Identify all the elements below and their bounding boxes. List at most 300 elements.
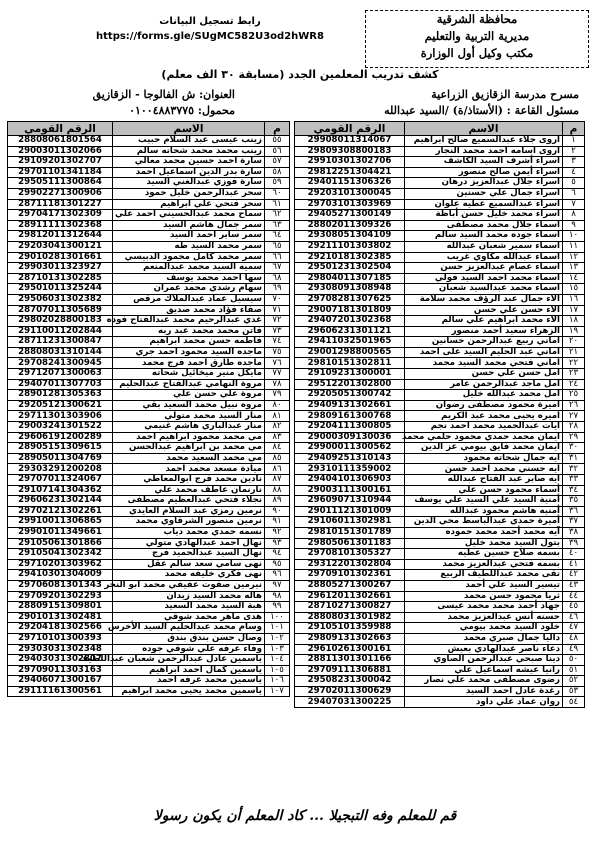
- table-row: [295, 369, 585, 380]
- row-national-id: 29310111359002: [295, 464, 405, 475]
- row-name: داليا جمال صبري محمد: [405, 633, 563, 644]
- row-number: ٩٠: [265, 506, 290, 517]
- row-national-id: 29506031302382: [8, 294, 113, 305]
- row-number: ١: [563, 136, 585, 147]
- row-name: هبة السيد محمد السعيد: [113, 602, 265, 613]
- row-national-id: 29508231300042: [295, 676, 405, 687]
- row-name: فاتن محمد محمد عبد ربه: [113, 326, 265, 337]
- row-name: خلود السيد محمد بيومي: [405, 623, 563, 634]
- table-row: [295, 697, 585, 708]
- col-id-header: الرقم القومي: [295, 122, 405, 136]
- row-name: نيرمين صفوت عفيفي محمد ابو النجر: [113, 580, 265, 591]
- table-row: [8, 400, 290, 411]
- table-row: [295, 453, 585, 464]
- table-row: [8, 379, 290, 390]
- header-box: [365, 10, 589, 68]
- left-table: [7, 121, 290, 697]
- table-row: [295, 400, 585, 411]
- row-name: الاء جمال عبد الرؤف محمد سلامة: [405, 294, 563, 305]
- row-national-id: 29409131302661: [295, 400, 405, 411]
- table-row: [295, 252, 585, 263]
- row-national-id: 29709011303163: [8, 665, 113, 676]
- table-row: [295, 316, 585, 327]
- row-name: آيه محمد أحمد محمد حموده: [405, 527, 563, 538]
- row-number: ٥٥: [265, 136, 290, 147]
- row-number: ٨٠: [265, 400, 290, 411]
- row-name: سماح محمد عبدالحسيني احمد علي: [113, 210, 265, 221]
- table-row: [8, 665, 290, 676]
- row-national-id: 29303291200208: [8, 464, 113, 475]
- row-national-id: 29809131302663: [295, 633, 405, 644]
- row-national-id: 29809161300768: [295, 411, 405, 422]
- table-row: [8, 623, 290, 634]
- row-national-id: 29406071300167: [8, 676, 113, 687]
- row-national-id: 28905011304769: [8, 453, 113, 464]
- row-national-id: 29706081301343: [8, 580, 113, 591]
- row-name: هاله محمد السيد زيدان: [113, 591, 265, 602]
- row-name: سيسيل عماد عبدالملاك مرقص: [113, 294, 265, 305]
- row-name: مروه نبيل محمد السعيد بقي: [113, 400, 265, 411]
- table-row: [8, 220, 290, 231]
- row-number: ٥٧: [265, 157, 290, 168]
- row-name: اسراء جمال علي حسنين: [405, 188, 563, 199]
- row-national-id: 28808031301982: [295, 612, 405, 623]
- row-national-id: 29710101300393: [8, 633, 113, 644]
- table-row: [8, 390, 290, 401]
- theater-label: مسرح مدرسة الزقازيق الزراعية: [431, 88, 579, 101]
- row-name: زينب عيسى عبد السلام حبيب: [113, 136, 265, 147]
- table-row: [295, 326, 585, 337]
- row-national-id: 29001298800565: [295, 347, 405, 358]
- row-name: سارة فوزي عبدالغني السيد: [113, 178, 265, 189]
- row-national-id: 29105041302342: [8, 549, 113, 560]
- col-num-header: م: [563, 122, 585, 136]
- row-name: نرمين منصور الشرقاوي محمد: [113, 517, 265, 528]
- row-name: منار السيد محمد متولي: [113, 411, 265, 422]
- row-name: سهام رشدي محمد عمران: [113, 284, 265, 295]
- row-number: ٨٧: [265, 475, 290, 486]
- table-row: [295, 443, 585, 454]
- row-national-id: 29010281301661: [8, 252, 113, 263]
- table-row: [295, 432, 585, 443]
- table-row: [8, 485, 290, 496]
- row-name: ياسمين محمد عرفه احمد: [113, 676, 265, 687]
- row-number: ٥١: [563, 665, 585, 676]
- row-name: نرمين رمزي عبد السلام العايدي: [113, 506, 265, 517]
- row-number: ١٠٦: [265, 676, 290, 687]
- row-number: ١٠٤: [265, 655, 290, 666]
- row-national-id: 29109231300001: [295, 369, 405, 380]
- row-national-id: 29702121302261: [8, 506, 113, 517]
- row-national-id: 28808061801564: [8, 136, 113, 147]
- table-row: [295, 273, 585, 284]
- row-number: ٧: [563, 199, 585, 210]
- table-row: [295, 358, 585, 369]
- row-national-id: 29612011302661: [295, 591, 405, 602]
- row-name: نسمه حمدي محمد دياب: [113, 527, 265, 538]
- hall-officer-label: مسئول القاعة : (الأستاذ/ة) /السيد عبدالله: [384, 104, 579, 117]
- table-row: [8, 157, 290, 168]
- row-number: ٩٢: [265, 527, 290, 538]
- row-national-id: 28711181301227: [8, 199, 113, 210]
- table-row: [295, 665, 585, 676]
- row-name: ايمان محمد فايق بيومي عز الدين: [405, 443, 563, 454]
- row-name: اسراء جلال عبدالعزيز درهان: [405, 178, 563, 189]
- registration-link[interactable]: https://forms.gle/SUgMC582U3od2hWR8: [96, 31, 324, 42]
- row-name: هدى ماهر محمد شوقي: [113, 612, 265, 623]
- row-number: ١٠٣: [265, 644, 290, 655]
- row-name: رانيا عيشه اسماعيل علي: [405, 665, 563, 676]
- row-national-id: 29204181302566: [8, 623, 113, 634]
- row-number: ٤٩: [563, 644, 585, 655]
- table-row: [295, 602, 585, 613]
- table-row: [8, 549, 290, 560]
- row-name: اروى جلاء عبدالسميع صالح ابراهيم: [405, 136, 563, 147]
- table-row: [295, 623, 585, 634]
- table-row: [295, 263, 585, 274]
- row-number: ٤٣: [563, 580, 585, 591]
- row-name: حسنه أنس عبدالعزيز محمد: [405, 612, 563, 623]
- row-name: سها احمد محمد يوسف: [113, 273, 265, 284]
- row-number: ٨٥: [265, 453, 290, 464]
- table-row: [295, 633, 585, 644]
- row-number: ٥٠: [563, 655, 585, 666]
- table-row: [8, 136, 290, 147]
- table-row: [8, 591, 290, 602]
- row-national-id: 29409251310143: [295, 453, 405, 464]
- row-number: ١٠٥: [265, 665, 290, 676]
- table-row: [8, 506, 290, 517]
- row-number: ٤: [563, 167, 585, 178]
- row-name: سمر محمد السيد طه: [113, 241, 265, 252]
- row-name: مايكل منير ميخائيل شحاته: [113, 369, 265, 380]
- table-row: [8, 231, 290, 242]
- table-row: [295, 157, 585, 168]
- row-national-id: 29308051304109: [295, 231, 405, 242]
- row-national-id: 29802028800183: [8, 316, 113, 327]
- row-number: ٨٨: [265, 485, 290, 496]
- row-number: ٨٩: [265, 496, 290, 507]
- row-national-id: 29203041300121: [8, 241, 113, 252]
- row-national-id: 29401151306326: [295, 178, 405, 189]
- row-number: ٨٢: [265, 422, 290, 433]
- row-number: ٥٨: [265, 167, 290, 178]
- row-national-id: 29111161300561: [8, 686, 113, 697]
- sheet-title: كشف تدريب المعلمين الجدد (مسابقة ٣٠ الف معلم): [161, 68, 439, 81]
- row-number: ٤٦: [563, 612, 585, 623]
- row-national-id: 28809151309801: [8, 602, 113, 613]
- table-row: [295, 231, 585, 242]
- row-name: دينا صبحي عبدالرحمن الصاوي: [405, 655, 563, 666]
- row-national-id: 29312201302804: [295, 559, 405, 570]
- row-national-id: 29708101305327: [295, 549, 405, 560]
- row-number: ٦٤: [265, 231, 290, 242]
- row-national-id: 29703101303969: [295, 199, 405, 210]
- row-national-id: 29512201302800: [295, 379, 405, 390]
- table-row: [8, 432, 290, 443]
- row-number: ١٠٧: [265, 686, 290, 697]
- row-name: أمنية السيد علي السيد علي يوسف: [405, 496, 563, 507]
- row-national-id: 29902271300906: [8, 188, 113, 199]
- registration-label: رابط تسجيل البيانات: [159, 16, 261, 27]
- row-name: اميرة محمود مصطفى رضوان: [405, 400, 563, 411]
- table-row: [8, 284, 290, 295]
- row-national-id: 29303031302348: [8, 644, 113, 655]
- row-national-id: 28901281305363: [8, 390, 113, 401]
- row-number: ٨٣: [265, 432, 290, 443]
- row-national-id: 29110011202844: [8, 326, 113, 337]
- table-row: [8, 167, 290, 178]
- row-number: ٦٨: [265, 273, 290, 284]
- row-name: مي محمد بن ابراهيم عبدالحسن: [113, 443, 265, 454]
- table-row: [295, 241, 585, 252]
- row-number: ٩٥: [265, 559, 290, 570]
- row-national-id: 29404101306903: [295, 475, 405, 486]
- row-national-id: 28811301301166: [295, 655, 405, 666]
- table-row: [8, 326, 290, 337]
- row-national-id: 29606231301121: [295, 326, 405, 337]
- row-national-id: 29003241301522: [8, 422, 113, 433]
- row-national-id: 29702011300629: [295, 686, 405, 697]
- row-number: ٦٦: [265, 252, 290, 263]
- table-row: [295, 580, 585, 591]
- row-number: ٥٢: [563, 676, 585, 687]
- row-number: ٢٥: [563, 390, 585, 401]
- row-name: اماني ربيع عبدالرحمن حسانين: [405, 337, 563, 348]
- table-row: [8, 178, 290, 189]
- row-name: نارنمان عاطف محمد علي: [113, 485, 265, 496]
- row-national-id: 29205121300621: [8, 400, 113, 411]
- row-name: ايمان محمد حمدي محمود حلمي محمد: [405, 432, 563, 443]
- row-number: ٤٤: [563, 591, 585, 602]
- table-row: [8, 602, 290, 613]
- row-name: ايات عبدالحميد محمد احمد نجم: [405, 422, 563, 433]
- row-name: بتول السيد محمد خليل: [405, 538, 563, 549]
- row-number: ٢٤: [563, 379, 585, 390]
- row-name: مي محمد محمود ابراهيم احمد: [113, 432, 265, 443]
- row-national-id: 29505111300864: [8, 178, 113, 189]
- row-number: ٧٣: [265, 326, 290, 337]
- row-number: ٤٢: [563, 570, 585, 581]
- table-row: [295, 527, 585, 538]
- address-label: العنوان: ش الفالوجا - الزقازيق: [92, 88, 235, 101]
- row-number: ٧١: [265, 305, 290, 316]
- row-number: ١٠٠: [265, 612, 290, 623]
- table-row: [8, 146, 290, 157]
- row-number: ٩٤: [265, 549, 290, 560]
- row-number: ٣٤: [563, 485, 585, 496]
- row-national-id: 29411032501965: [295, 337, 405, 348]
- row-number: ٩: [563, 220, 585, 231]
- row-number: ٨٦: [265, 464, 290, 475]
- row-number: ٦١: [265, 199, 290, 210]
- row-number: ١٠٢: [265, 633, 290, 644]
- row-national-id: 28911111302368: [8, 220, 113, 231]
- table-row: [295, 464, 585, 475]
- row-number: ١٤: [563, 273, 585, 284]
- row-number: ٣٩: [563, 538, 585, 549]
- table-row: [295, 475, 585, 486]
- row-national-id: 29910011306865: [8, 517, 113, 528]
- row-number: ٤٠: [563, 549, 585, 560]
- row-national-id: 29709111306881: [295, 665, 405, 676]
- row-number: ٧٠: [265, 294, 290, 305]
- row-name: امل ماجد عبدالرحمن عامر: [405, 379, 563, 390]
- table-row: [8, 559, 290, 570]
- row-number: ١٨: [563, 316, 585, 327]
- row-name: الاء محمد ابراهيم علي سالم: [405, 316, 563, 327]
- row-number: ٩٨: [265, 591, 290, 602]
- row-number: ٢: [563, 146, 585, 157]
- row-name: ثريا محمود حسن محمد: [405, 591, 563, 602]
- table-row: [8, 305, 290, 316]
- row-number: ٨٤: [265, 443, 290, 454]
- col-id-header: الرقم القومي: [8, 122, 113, 136]
- row-national-id: 29405271300149: [295, 210, 405, 221]
- row-number: ٧٤: [265, 337, 290, 348]
- row-national-id: 29810151302811: [295, 358, 405, 369]
- row-name: سمر محمد كامل محمود الدبيسي: [113, 252, 265, 263]
- row-national-id: 29203101300045: [295, 188, 405, 199]
- row-number: ٢٢: [563, 358, 585, 369]
- row-name: سحر فتحي علي ابراهيم: [113, 199, 265, 210]
- row-name: وسام محمد عبدالحليم السيد الأخرس: [113, 623, 265, 634]
- table-row: [8, 527, 290, 538]
- table-row: [295, 549, 585, 560]
- row-national-id: 29501011325244: [8, 284, 113, 295]
- row-number: ٩١: [265, 517, 290, 528]
- row-number: ٦٢: [265, 210, 290, 221]
- row-national-id: 28805271300267: [295, 580, 405, 591]
- row-name: اماني فتحي محمد السيد محمد: [405, 358, 563, 369]
- row-name: فاطمه حسن محمد ابراهيم: [113, 337, 265, 348]
- row-name: وفاء عرفه علي شوقي جوده: [113, 644, 265, 655]
- row-national-id: 29211101303802: [295, 241, 405, 252]
- table-row: [295, 612, 585, 623]
- row-name: جهاد أحمد محمد محمد عيسى: [405, 602, 563, 613]
- row-number: ٥٤: [563, 697, 585, 708]
- row-name: الزهراء سعيد أحمد منصور: [405, 326, 563, 337]
- row-name: نهال احمد عبدالهادي متولي: [113, 538, 265, 549]
- row-name: مروة النهامي عبدالفتاح عبدالحليم: [113, 379, 265, 390]
- row-national-id: 28808031310144: [8, 347, 113, 358]
- row-name: نهال السيد عبدالحميد فرج: [113, 549, 265, 560]
- table-row: [8, 273, 290, 284]
- table-row: [8, 464, 290, 475]
- row-name: امل محمد عبدالله خليل: [405, 390, 563, 401]
- row-name: ماجده السيد محمود احمد جري: [113, 347, 265, 358]
- table-row: [8, 655, 290, 666]
- row-name: وصال حسن بندق بندق: [113, 633, 265, 644]
- table-row: [8, 252, 290, 263]
- table-row: [8, 263, 290, 274]
- row-national-id: 29809308800183: [295, 146, 405, 157]
- row-number: ٩٩: [265, 602, 290, 613]
- table-row: [295, 676, 585, 687]
- row-national-id: 29109201302707: [8, 157, 113, 168]
- table-row: [8, 676, 290, 687]
- table-row: [295, 570, 585, 581]
- row-national-id: 28710131302285: [8, 273, 113, 284]
- row-number: ٣٣: [563, 475, 585, 486]
- footer-quote: قم للمعلم وفه التبجيلا ... كاد المعلم أن يكون رسولا: [153, 808, 457, 824]
- row-number: ٢٧: [563, 411, 585, 422]
- row-number: ٧٩: [265, 390, 290, 401]
- row-number: ٣٥: [563, 496, 585, 507]
- table-row: [8, 369, 290, 380]
- table-row: [8, 241, 290, 252]
- table-row: [295, 294, 585, 305]
- row-national-id: 29900011300562: [295, 443, 405, 454]
- right-table: [294, 121, 585, 708]
- table-row: [8, 644, 290, 655]
- row-number: ٢١: [563, 347, 585, 358]
- col-name-header: الاسم: [405, 122, 563, 136]
- row-national-id: 29003011302066: [8, 146, 113, 157]
- row-number: ٦٣: [265, 220, 290, 231]
- row-number: ٥٩: [265, 178, 290, 189]
- row-national-id: 29501231302504: [295, 263, 405, 274]
- row-number: ٦٩: [265, 284, 290, 295]
- col-name-header: الاسم: [113, 122, 265, 136]
- row-name: مروة علي حسن علي: [113, 390, 265, 401]
- row-national-id: 29704171302309: [8, 210, 113, 221]
- row-name: نهى سامي سعد سالم عقل: [113, 559, 265, 570]
- row-name: اسماء محمد عبدالسيد شعبان: [405, 284, 563, 295]
- row-national-id: 29606191200289: [8, 432, 113, 443]
- row-national-id: 29407031300225: [295, 697, 405, 708]
- row-name: رغدة عادل احمد السيد: [405, 686, 563, 697]
- row-name: دعاء ناصر عبدالهادي بعيش: [405, 644, 563, 655]
- row-name: أميرة حمدي عبدالباسط محي الدين: [405, 517, 563, 528]
- row-national-id: 29210181302385: [295, 252, 405, 263]
- row-name: زينب محمد محمد شحاته سالم: [113, 146, 265, 157]
- row-national-id: 29812011312644: [8, 231, 113, 242]
- row-name: صفاء فؤاد محمد صديق: [113, 305, 265, 316]
- table-row: [295, 559, 585, 570]
- table-row: [295, 337, 585, 348]
- row-national-id: 29106011302981: [295, 517, 405, 528]
- row-number: ٣٧: [563, 517, 585, 528]
- row-name: اروى اسامه احمد محمد النجار: [405, 146, 563, 157]
- table-row: [8, 337, 290, 348]
- row-number: ٧٧: [265, 369, 290, 380]
- table-row: [8, 347, 290, 358]
- row-name: ياسمين كمال احمد ابراهيم: [113, 665, 265, 676]
- row-name: اسراء محمد خليل حسن أباظة: [405, 210, 563, 221]
- row-name: نجلاء فتحي عبدالعظيم مصطفى: [113, 496, 265, 507]
- row-name: مي محمد السعيد محمد: [113, 453, 265, 464]
- row-national-id: 29205051300742: [295, 390, 405, 401]
- row-name: ايه صابر عبد الفتاح عبدالله: [405, 475, 563, 486]
- row-number: ٦: [563, 188, 585, 199]
- row-name: اميره يحيى محمد عبد الكريم: [405, 411, 563, 422]
- row-number: ٣٦: [563, 506, 585, 517]
- row-name: الاء حسن علي حسن: [405, 305, 563, 316]
- row-name: اسماء جلال محمد مصطفى: [405, 220, 563, 231]
- row-national-id: 29910301302706: [295, 157, 405, 168]
- row-name: اسراء أيمن صالح منصور: [405, 167, 563, 178]
- row-national-id: 29901011349661: [8, 527, 113, 538]
- row-national-id: 28802011309326: [295, 220, 405, 231]
- row-name: بسمه فتحي عبدالعزيز محمد: [405, 559, 563, 570]
- row-number: ٣٢: [563, 464, 585, 475]
- row-number: ٢٣: [563, 369, 585, 380]
- row-name: سارة احمد حسين محمد معالي: [113, 157, 265, 168]
- table-row: [8, 475, 290, 486]
- row-number: ٣١: [563, 453, 585, 464]
- row-national-id: 29609071310944: [295, 496, 405, 507]
